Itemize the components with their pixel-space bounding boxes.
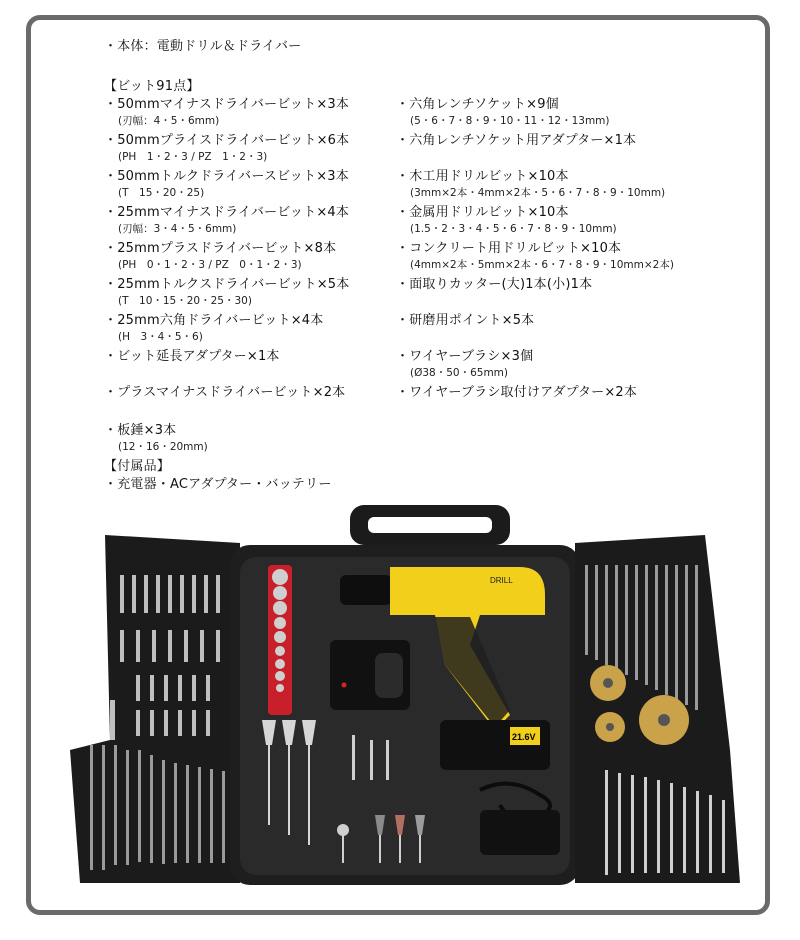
charger-slot bbox=[375, 653, 403, 698]
right-item-label: ・金属用ドリルビット×10本 bbox=[396, 205, 569, 220]
accessories-line: ・充電器・ACアダプター・バッテリー bbox=[104, 477, 332, 492]
wire-brush-small-hub bbox=[606, 723, 614, 731]
left-item-sub: (T 15・20・25) bbox=[118, 187, 205, 199]
left-item-sub: (PH 1・2・3 / PZ 1・2・3) bbox=[118, 151, 268, 163]
left-item-label: ・50mmマイナスドライバービット×3本 bbox=[104, 97, 350, 112]
left-item-label: ・25mmプラスドライバービット×8本 bbox=[104, 241, 337, 256]
wire-brush-large-hub bbox=[658, 714, 670, 726]
charger-led bbox=[342, 683, 347, 688]
case-handle-gap bbox=[368, 517, 492, 533]
right-item-sub: (4mm×2本・5mm×2本・6・7・8・9・10mm×2本) bbox=[410, 259, 674, 271]
battery-voltage: 21.6V bbox=[512, 732, 536, 742]
left-item-sub: (刃幅：3・4・5・6mm) bbox=[118, 223, 237, 235]
left-item-sub: (T 10・15・20・25・30) bbox=[118, 295, 252, 307]
right-item-label: ・研磨用ポイント×5本 bbox=[396, 313, 535, 328]
left-item-label: ・50mmプライスドライバービット×6本 bbox=[104, 133, 350, 148]
left-item-sub: (12・16・20mm) bbox=[118, 441, 208, 453]
left-item-label: ・板錘×3本 bbox=[104, 423, 177, 438]
right-item-sub: (3mm×2本・4mm×2本・5・6・7・8・9・10mm) bbox=[410, 187, 666, 199]
left-item-label: ・25mmトルクスドライバービット×5本 bbox=[104, 277, 350, 292]
left-item-label: ・プラスマイナスドライバービット×2本 bbox=[104, 385, 346, 400]
right-item-label: ・面取りカッター(大)1本(小)1本 bbox=[396, 277, 593, 292]
drill-brand-text: DRILL bbox=[490, 576, 513, 585]
right-item-label: ・木工用ドリルビット×10本 bbox=[396, 169, 569, 184]
drill-chuck bbox=[340, 575, 392, 605]
drill-kit-case-image bbox=[40, 505, 760, 900]
accessories-heading: 【付属品】 bbox=[104, 459, 171, 474]
right-item-label: ・コンクリート用ドリルビット×10本 bbox=[396, 241, 622, 256]
bits-heading: 【ビット91点】 bbox=[104, 79, 200, 94]
body-line: ・本体：電動ドリル＆ドライバー bbox=[104, 39, 302, 54]
right-item-sub: (1.5・2・3・4・5・6・7・8・9・10mm) bbox=[410, 223, 617, 235]
right-item-label: ・ワイヤーブラシ取付けアダプター×2本 bbox=[396, 385, 638, 400]
wire-brush-medium-hub bbox=[603, 678, 613, 688]
left-item-label: ・25mm六角ドライバービット×4本 bbox=[104, 313, 324, 328]
right-item-label: ・六角レンチソケット×9個 bbox=[396, 97, 559, 112]
right-item-label: ・六角レンチソケット用アダプター×1本 bbox=[396, 133, 637, 148]
left-item-label: ・50mmトルクドライバースビット×3本 bbox=[104, 169, 349, 184]
right-item-sub: (5・6・7・8・9・10・11・12・13mm) bbox=[410, 115, 610, 127]
ac-adapter bbox=[480, 810, 560, 855]
left-item-sub: (H 3・4・5・6) bbox=[118, 331, 203, 343]
left-item-sub: (PH 0・1・2・3 / PZ 0・1・2・3) bbox=[118, 259, 302, 271]
left-item-label: ・ビット延長アダプター×1本 bbox=[104, 349, 280, 364]
left-item-sub: (刃幅：4・5・6mm) bbox=[118, 115, 220, 127]
case-left-wing bbox=[70, 535, 240, 883]
right-item-label: ・ワイヤーブラシ×3個 bbox=[396, 349, 534, 364]
left-item-label: ・25mmマイナスドライバービット×4本 bbox=[104, 205, 350, 220]
right-item-sub: (Ø38・50・65mm) bbox=[410, 367, 508, 379]
